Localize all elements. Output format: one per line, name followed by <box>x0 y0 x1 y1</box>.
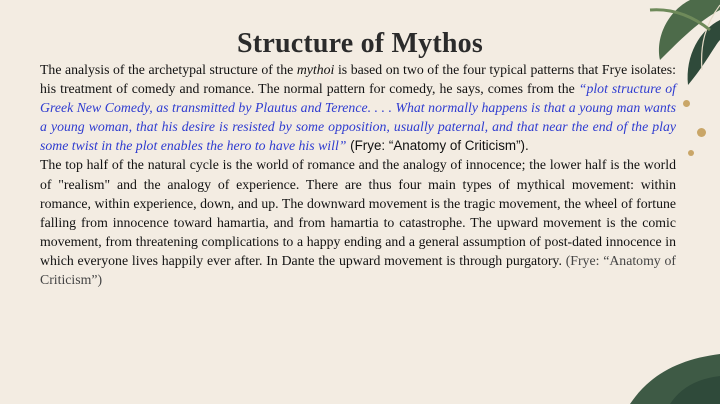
citation-1: (Frye: “Anatomy of Criticism”). <box>346 138 529 154</box>
palm-leaf-decoration-bottom <box>600 334 720 404</box>
decorative-dot <box>697 128 706 137</box>
paragraph-2-text: The top half of the natural cycle is the world of romance and the analogy of innocence; the lower half is the world of "realism" and the analogy of experience. There are thus four main types of mythical movement: within romance, within experience, down, and up. The downward movement is the tragic movement, the wheel of fortune falling from innocence toward hamartia, and from hamartia to catastrophe. The upward movement is the comic movement, from threatening complications to a happy ending and a general assumption of post-dated innocence in which everyone lives happily ever after. In Dante the upward movement is through purgatory. <box>40 157 676 268</box>
slide-body <box>40 60 676 289</box>
decorative-dot <box>688 150 694 156</box>
paragraph-1-intro: The analysis of the archetypal structure of the <box>40 62 297 77</box>
mythoi-term: mythoi <box>296 62 335 77</box>
paragraph-1-text: is based on two of the four typical patterns that Frye isolates: his treatment of comedy and romance. The normal pattern for comedy, he says, comes from the <box>40 62 676 97</box>
quoted-passage: “plot structure of Greek New Comedy, as transmitted by Plautus and Terence. . . . What normally happens is that a young man wants a young woman, that his desire is resisted by some opposition, usually paternal, and that near the end of the play some twist in the plot enables the hero to have his will” <box>40 81 677 154</box>
paragraph-1 <box>40 60 676 155</box>
citation-2: (Frye: “Anatomy of Criticism”) <box>40 252 676 288</box>
slide-title: Structure of Mythos <box>237 28 483 59</box>
decorative-dot <box>683 100 690 107</box>
paragraph-2 <box>40 155 676 289</box>
